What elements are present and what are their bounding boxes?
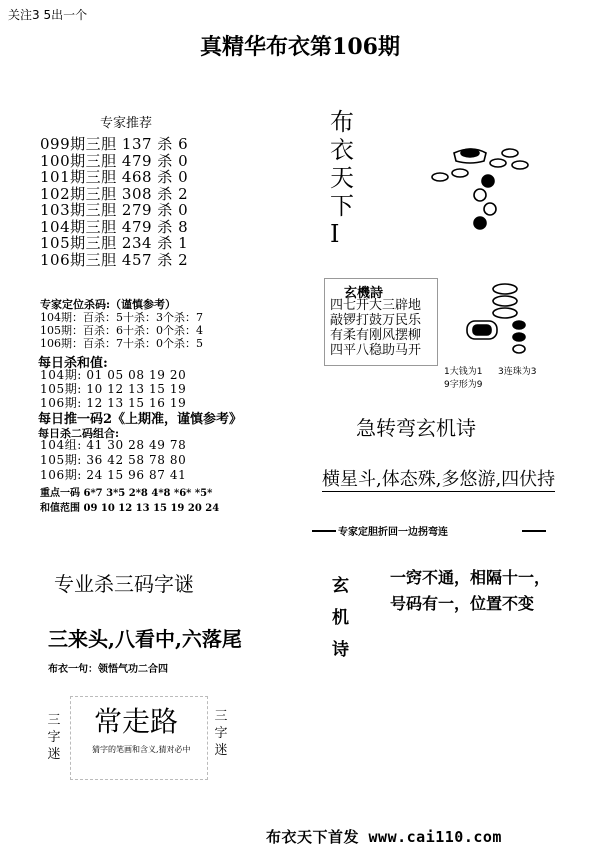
brand-vertical-title: 布衣天下I xyxy=(330,108,354,248)
hengxing-line: 横星斗,体态殊,多悠游,四伏持 xyxy=(322,465,555,492)
position-kill-heading: 专家定位杀码:（谨慎参考） xyxy=(40,298,177,311)
image-caption: 9字形为9 xyxy=(444,380,483,390)
riddle-title: 专业杀三码字谜 xyxy=(54,572,194,596)
three-char-riddle-main: 常走路 xyxy=(94,705,179,738)
recommend-row: 103期三胆 279 杀 0 xyxy=(40,201,189,219)
heavy-code-line: 重点一码 6*7 3*5 2*8 4*8 *6* *5* xyxy=(40,488,213,499)
recommend-row: 104期三胆 479 杀 8 xyxy=(40,217,189,236)
recommend-row: 105期三胆 234 杀 1 xyxy=(40,234,189,252)
beads-illustration xyxy=(455,275,565,365)
daily-kill-sum-row: 105期: 10 12 13 15 19 xyxy=(40,382,187,396)
page-title: 真精华布衣第106期 xyxy=(200,34,400,60)
xuanji-poem-line: 敲锣打鼓万民乐 xyxy=(330,313,422,328)
recommend-list xyxy=(40,136,188,268)
sum-range-line: 和值范围 09 10 12 13 15 19 20 24 xyxy=(40,503,220,514)
xuanji-poem2-line1: 一窍不通，相隔十一， xyxy=(390,568,551,587)
xuanji-poem-line: 四七开大三辟地 xyxy=(330,298,422,313)
urgent-poem-title: 急转弯玄机诗 xyxy=(356,416,476,440)
recommend-row: 099期三胆 137 杀 6 xyxy=(40,135,189,153)
position-kill-row: 104期：百杀：5十杀：3个杀：7 xyxy=(40,311,203,324)
one-sentence: 布衣一句：领悟气功二合四 xyxy=(48,664,168,675)
expert-line-right-rule xyxy=(522,528,546,534)
three-char-riddle-note: 猜字的笔画和含义,猜对必中 xyxy=(92,745,191,754)
two-code-row: 104组: 41 30 28 49 78 xyxy=(40,438,187,452)
daily-kill-sum-heading: 每日杀和值: xyxy=(38,356,108,371)
two-code-list xyxy=(40,438,186,483)
two-code-heading: 每日杀二码组合: xyxy=(38,427,120,440)
recommend-row: 101期三胆 468 杀 0 xyxy=(40,168,189,186)
daily-kill-sum-list xyxy=(40,368,186,410)
xuanji-poem-lines xyxy=(330,298,421,358)
three-char-riddle-left-label: 三字迷 xyxy=(47,713,61,762)
xuanji-poem2-line2: 号码有一，位置不变 xyxy=(390,594,535,613)
top-note: 关注3 5出一个 xyxy=(8,8,88,22)
expert-line: 专家定胆折回一边拐弯连 xyxy=(338,527,448,538)
position-kill-list xyxy=(40,311,203,350)
xuanji-poem-heading: 玄機詩 xyxy=(344,286,384,301)
position-kill-row: 106期：百杀：7十杀：0个杀：5 xyxy=(40,337,203,350)
expert-line-left-rule xyxy=(312,528,336,534)
position-kill-row: 105期：百杀：6十杀：0个杀：4 xyxy=(40,324,203,337)
riddle-answer: 三来头,八看中,六落尾 xyxy=(48,627,242,651)
footer-site: 布衣天下首发 www.cai110.com xyxy=(266,828,502,846)
two-code-row: 105期: 36 42 58 78 80 xyxy=(40,453,187,467)
image-caption: 3连珠为3 xyxy=(498,367,537,377)
two-code-row: 106期: 24 15 96 87 41 xyxy=(40,468,187,482)
daily-kill-sum-row: 106期: 12 13 15 16 19 xyxy=(40,396,187,410)
recommend-row: 106期三胆 457 杀 2 xyxy=(40,250,189,269)
xuanji-poem-line: 有柔有刚风摆柳 xyxy=(330,328,422,343)
xuanji-vertical-label: 玄机诗 xyxy=(332,576,349,660)
recommend-row: 102期三胆 308 杀 2 xyxy=(40,184,189,203)
recommend-row: 100期三胆 479 杀 0 xyxy=(40,151,189,170)
daily-kill-sum-row: 104期: 01 05 08 19 20 xyxy=(40,368,187,382)
image-caption: 1大钱为1 xyxy=(444,367,483,377)
recommend-heading: 专家推荐 xyxy=(100,116,153,131)
one-code-line: 每日推一码2《上期准，谨慎参考》 xyxy=(38,412,243,427)
xuanji-poem-line: 四平八稳助马开 xyxy=(330,343,422,358)
three-char-riddle-right-label: 三字迷 xyxy=(214,709,228,758)
coins-illustration xyxy=(420,135,560,245)
